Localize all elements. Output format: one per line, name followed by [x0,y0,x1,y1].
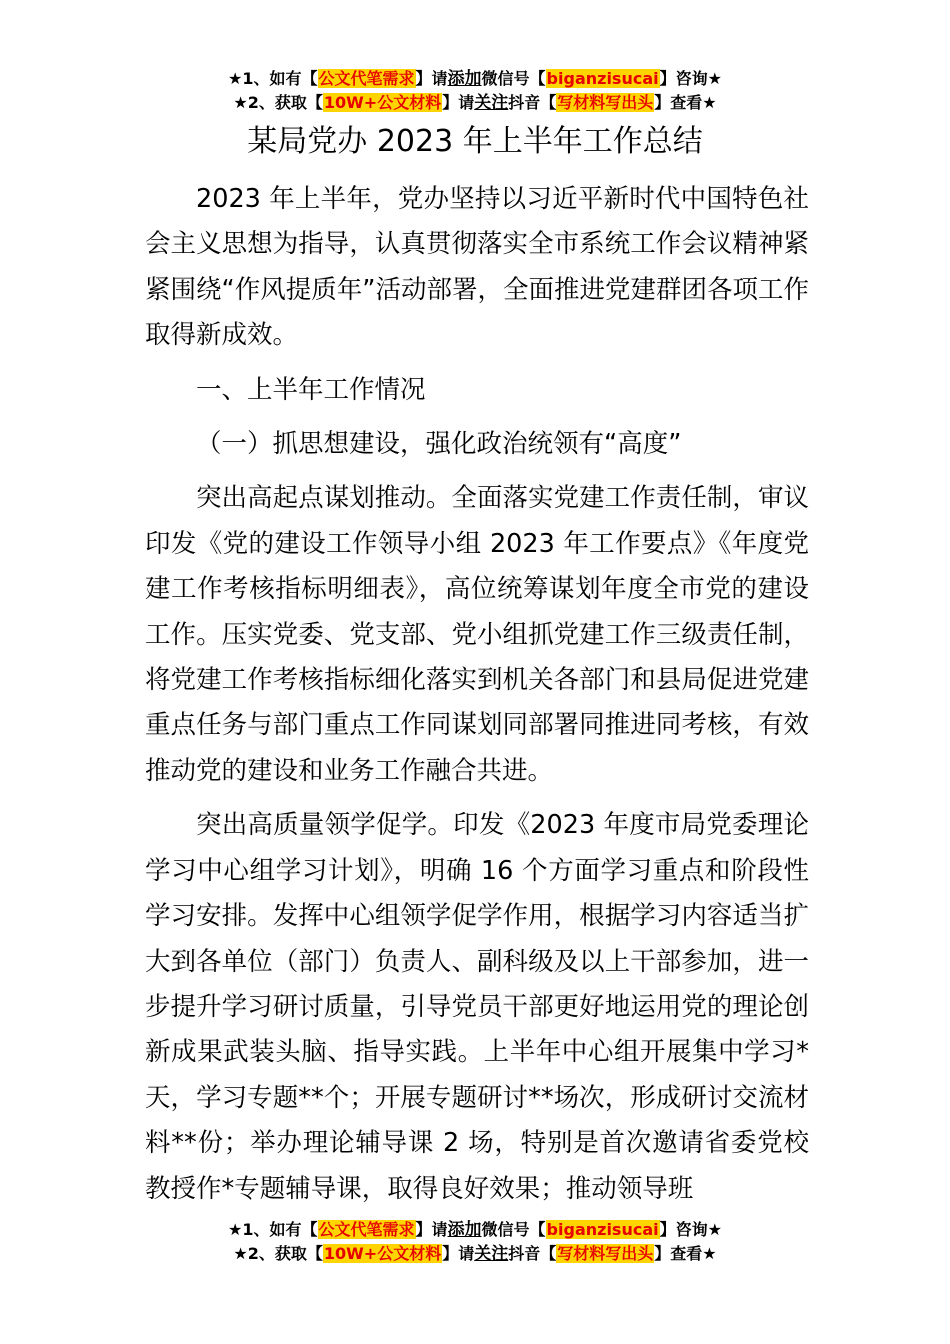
highlight-materials: 10W+公文材料 [323,1244,442,1263]
section-heading: 一、上半年工作情况 [196,374,426,405]
subsection-heading: （一）抓思想建设，强化政治统领有“高度” [196,429,682,460]
star-icon: ★ [702,93,717,112]
star-icon: ★ [228,69,243,88]
star-icon: ★ [707,69,722,88]
highlight-service: 公文代笔需求 [318,1220,415,1239]
underlined-follow: 关注 [474,93,509,113]
promo-banner-top [0,67,950,115]
star-icon: ★ [707,1220,722,1239]
highlight-douyin-id: 写材料写出头 [557,1244,654,1263]
underlined-follow: 关注 [474,1244,509,1264]
highlight-douyin-id: 写材料写出头 [557,93,654,112]
promo-line-1: ★1、如有【公文代笔需求】请添加微信号【biganzisucai】咨询★ [228,69,722,89]
star-icon: ★ [233,93,248,112]
body-paragraph-2: 突出高质量领学促学。印发《2023 年度市局党委理论学习中心组学习计划》，明确 16 个方面学习重点和阶段性学习安排。发挥中心组领学促学作用，根据学习内容适当扩大到各单位（部门）负责人、副科级及以上干部参加，进一步提升学习研讨质量，引导党员干部更好地运用党的理论创新成果武装头脑、指导实践。上半年中心组开展集中学习*天，学习专题**个；开展专题研讨**场次，形成研讨交流材料**份；举办理论辅导课 2 场，特别是首次邀请省委党校教授作*专题辅导课，取得良好效果；推动领导班 [145,810,809,1204]
highlight-wechat-id: biganzisucai [546,1220,659,1239]
promo-banner-bottom [0,1218,950,1266]
underlined-add: 添加 [447,1220,482,1240]
highlight-wechat-id: biganzisucai [546,69,659,88]
star-icon: ★ [702,1244,717,1263]
star-icon: ★ [233,1244,248,1263]
body-paragraph-1: 突出高起点谋划推动。全面落实党建工作责任制，审议印发《党的建设工作领导小组 2023 年工作要点》《年度党建工作考核指标明细表》，高位统筹谋划年度全市党的建设工作。压实党委、党支部、党小组抓党建工作三级责任制，将党建工作考核指标细化落实到机关各部门和县局促进党建重点任务与部门重点工作同谋划同部署同推进同考核，有效推动党的建设和业务工作融合共进。 [145,483,809,786]
document-body [145,177,809,1212]
highlight-materials: 10W+公文材料 [323,93,442,112]
underlined-add: 添加 [447,69,482,89]
document-title: 某局党办 2023 年上半年工作总结 [247,124,703,159]
promo-line-1: ★1、如有【公文代笔需求】请添加微信号【biganzisucai】咨询★ [228,1220,722,1240]
promo-line-2: ★2、获取【10W+公文材料】请关注抖音【写材料写出头】查看★ [233,1244,717,1264]
intro-paragraph: 2023 年上半年，党办坚持以习近平新时代中国特色社会主义思想为指导，认真贯彻落实全市系统工作会议精神紧紧围绕“作风提质年”活动部署，全面推进党建群团各项工作取得新成效。 [145,184,809,351]
star-icon: ★ [228,1220,243,1239]
highlight-service: 公文代笔需求 [318,69,415,88]
promo-line-2: ★2、获取【10W+公文材料】请关注抖音【写材料写出头】查看★ [233,93,717,113]
